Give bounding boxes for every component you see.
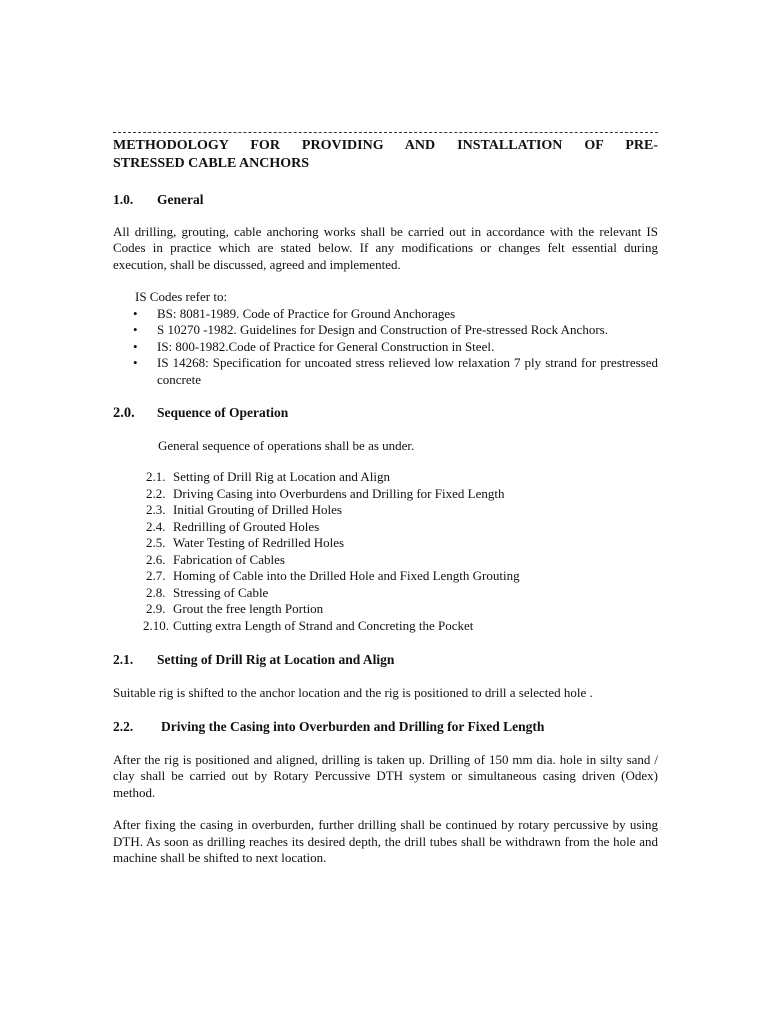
section-title: General <box>157 192 204 207</box>
section-heading-sequence <box>113 405 658 422</box>
section-title: Setting of Drill Rig at Location and Align <box>157 652 395 667</box>
casing-paragraph-2: After fixing the casing in overburden, further drilling shall be continued by rotary percussive by using DTH. As soon as drilling reaches its desired depth, the drill tubes shall be withdrawn from the hole and machine shall be shifted to next location. <box>113 817 658 865</box>
step-text: Fabrication of Cables <box>173 551 285 567</box>
section-heading-casing <box>113 719 658 736</box>
list-item: • S 10270 -1982. Guidelines for Design and Construction of Pre-stressed Rock Anchors. <box>133 322 658 339</box>
sequence-intro: General sequence of operations shall be as under. <box>158 437 415 453</box>
step-number: 2.8. <box>146 584 166 600</box>
step-number: 2.9. <box>146 601 166 616</box>
list-item <box>146 486 658 503</box>
step-number: 2.6. <box>146 551 166 567</box>
step-number: 2.10. <box>143 617 169 633</box>
list-item: • BS: 8081-1989. Code of Practice for Ground Anchorages <box>133 306 658 323</box>
casing-paragraph-1: After the rig is positioned and aligned, drilling is taken up. Drilling of 150 mm dia. hole in silty sand / clay shall be carried out by Rotary Percussive DTH system or simultaneous casing driven (Odex) method. <box>113 751 658 800</box>
codes-intro: IS Codes refer to: <box>135 289 228 304</box>
general-paragraph: All drilling, grouting, cable anchoring works shall be carried out in accordance with the relevant IS Codes in practice which are stated below. If any modifications or changes felt essential during execution, shall be discussed, agreed and implemented. <box>113 223 658 272</box>
step-text: Driving Casing into Overburdens and Drilling for Fixed Length <box>173 485 505 501</box>
title-line-2: STRESSED CABLE ANCHORS <box>113 156 310 171</box>
step-text: Homing of Cable into the Drilled Hole and Fixed Length Grouting <box>173 568 520 583</box>
list-item: • IS: 800-1982.Code of Practice for General Construction in Steel. <box>133 339 658 356</box>
sequence-list <box>113 469 658 634</box>
list-item <box>146 535 658 552</box>
step-text: Grout the free length Portion <box>173 601 324 616</box>
section-number: 1.0. <box>113 192 134 207</box>
step-number: 2.4. <box>146 518 166 534</box>
step-number: 2.7. <box>146 568 166 583</box>
list-item <box>146 469 658 486</box>
document-title <box>113 137 658 173</box>
step-number: 2.3. <box>146 502 166 517</box>
title-line-1: METHODOLOGY FOR PROVIDING AND INSTALLATION OF PRE- <box>113 138 658 153</box>
list-item <box>146 519 658 536</box>
dashed-rule <box>113 120 658 133</box>
step-text: Water Testing of Redrilled Holes <box>173 535 345 550</box>
step-text: Redrilling of Grouted Holes <box>173 518 320 534</box>
section-title: Sequence of Operation <box>157 405 289 420</box>
step-text: Initial Grouting of Drilled Holes <box>173 502 342 517</box>
list-item <box>146 601 658 618</box>
drill-rig-paragraph: Suitable rig is shifted to the anchor location and the rig is positioned to drill a selected hole . <box>113 684 593 700</box>
list-item <box>146 585 658 602</box>
section-heading-drill-rig <box>113 652 658 669</box>
section-title: Driving the Casing into Overburden and Drilling for Fixed Length <box>161 719 545 734</box>
list-item <box>143 618 658 635</box>
step-number: 2.1. <box>146 469 166 484</box>
list-item <box>146 568 658 585</box>
section-number: 2.2. <box>113 719 134 734</box>
document-content <box>113 120 658 867</box>
step-text: Cutting extra Length of Strand and Concreting the Pocket <box>173 617 474 633</box>
section-number: 2.1. <box>113 652 134 667</box>
step-text: Stressing of Cable <box>173 584 269 600</box>
step-text: Setting of Drill Rig at Location and Align <box>173 469 391 484</box>
section-number: 2.0. <box>113 405 135 421</box>
step-number: 2.5. <box>146 535 166 550</box>
step-number: 2.2. <box>146 485 166 501</box>
is-codes-list <box>113 306 658 389</box>
list-item: • IS 14268: Specification for uncoated stress relieved low relaxation 7 ply strand for prestressed concrete <box>133 355 658 388</box>
section-heading-general <box>113 192 658 209</box>
list-item <box>146 552 658 569</box>
list-item <box>146 502 658 519</box>
